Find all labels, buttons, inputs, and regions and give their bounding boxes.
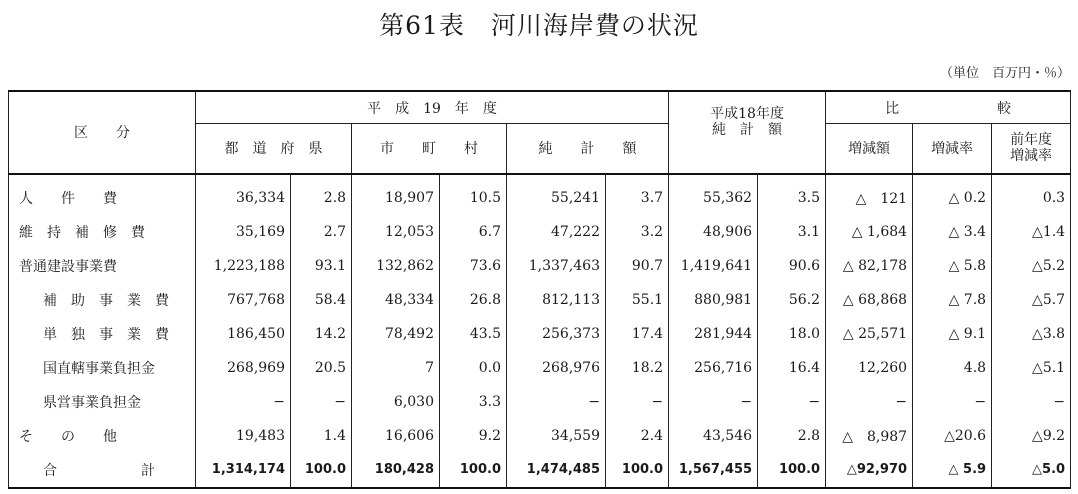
header-fy18 [669, 91, 826, 174]
table-cell: 268,969 [196, 351, 291, 385]
table-cell: △ 25,571 [826, 317, 913, 351]
table-cell: 1,419,641 [669, 249, 758, 283]
table-cell: − [913, 385, 992, 419]
table-cell: 58.4 [291, 283, 352, 317]
table-cell: 1,314,174 [196, 453, 291, 488]
table-cell: 100.0 [440, 453, 507, 488]
table-cell: 256,716 [669, 351, 758, 385]
header-comparison: 比 較 [826, 91, 1071, 124]
table-cell: △3.8 [992, 317, 1071, 351]
table-cell: △5.0 [992, 453, 1071, 488]
table-cell: 20.5 [291, 351, 352, 385]
header-net-total: 純 計 額 [507, 124, 669, 174]
table-cell: 16.4 [758, 351, 826, 385]
header-fy18-line2: 純 計 額 [712, 122, 783, 138]
table-row [9, 419, 1071, 453]
row-label: そ の 他 [9, 419, 196, 453]
table-cell: − [992, 385, 1071, 419]
table-cell: 43,546 [669, 419, 758, 453]
table-cell: △ 3.4 [913, 215, 992, 249]
table-cell: 55.1 [606, 283, 669, 317]
row-label: 普通建設事業費 [9, 249, 196, 283]
table-cell: △5.7 [992, 283, 1071, 317]
header-change-amount: 増減額 [826, 124, 913, 174]
table-cell: △5.1 [992, 351, 1071, 385]
table-row [9, 249, 1071, 283]
table-cell: △ 1,684 [826, 215, 913, 249]
table-cell: 767,768 [196, 283, 291, 317]
table-cell: △20.6 [913, 419, 992, 453]
table-cell: 17.4 [606, 317, 669, 351]
table-cell: 1,337,463 [507, 249, 606, 283]
table-cell: 0.0 [440, 351, 507, 385]
table-cell: 2.7 [291, 215, 352, 249]
table-cell: 34,559 [507, 419, 606, 453]
table-cell: △ 82,178 [826, 249, 913, 283]
table-cell: △ 8,987 [826, 419, 913, 453]
page-title: 第61表 河川海岸費の状況 [379, 11, 699, 40]
table-cell: 100.0 [606, 453, 669, 488]
row-label: 補 助 事 業 費 [9, 283, 196, 317]
row-label: 国直轄事業負担金 [9, 351, 196, 385]
header-prev-change-rate-line2: 増減率 [1010, 148, 1053, 165]
header-prefecture: 都 道 府 県 [196, 124, 352, 174]
table-cell: △ 0.2 [913, 174, 992, 215]
table-cell: 7 [352, 351, 440, 385]
header-municipality: 市 町 村 [352, 124, 507, 174]
table-cell: △ 121 [826, 174, 913, 215]
table-cell: △ 5.9 [913, 453, 992, 488]
table-row [9, 215, 1071, 249]
table-cell: 180,428 [352, 453, 440, 488]
header-fy19: 平 成 19 年 度 [196, 91, 669, 124]
table-cell: 18.2 [606, 351, 669, 385]
table-cell: 73.6 [440, 249, 507, 283]
table-cell: − [507, 385, 606, 419]
table-row [9, 174, 1071, 215]
table-cell: 1,223,188 [196, 249, 291, 283]
table-cell: 3.3 [440, 385, 507, 419]
table-cell: − [606, 385, 669, 419]
table-cell: 9.2 [440, 419, 507, 453]
header-change-rate: 増減率 [913, 124, 992, 174]
table-cell: 6,030 [352, 385, 440, 419]
table-cell: 256,373 [507, 317, 606, 351]
table-cell: 35,169 [196, 215, 291, 249]
river-coast-expense-table [8, 90, 1071, 489]
table-cell: − [826, 385, 913, 419]
table-cell: 1,567,455 [669, 453, 758, 488]
table-cell: △5.2 [992, 249, 1071, 283]
table-cell: 2.4 [606, 419, 669, 453]
unit-note: （単位 百万円・％） [939, 66, 1070, 81]
table-cell: 90.6 [758, 249, 826, 283]
table-cell: 2.8 [291, 174, 352, 215]
table-cell: 26.8 [440, 283, 507, 317]
table-cell: 16,606 [352, 419, 440, 453]
header-fy18-line1: 平成18年度 [710, 106, 784, 122]
table-cell: △ 9.1 [913, 317, 992, 351]
header-prev-change-rate-line1: 前年度 [1010, 132, 1053, 149]
table-cell: △1.4 [992, 215, 1071, 249]
table-cell: 880,981 [669, 283, 758, 317]
table-cell: 186,450 [196, 317, 291, 351]
table-cell: 48,334 [352, 283, 440, 317]
table-cell: △ 5.8 [913, 249, 992, 283]
table-cell: − [196, 385, 291, 419]
table-row [9, 453, 1071, 488]
table-cell: 47,222 [507, 215, 606, 249]
table-cell: 2.8 [758, 419, 826, 453]
table-cell: 100.0 [291, 453, 352, 488]
table-cell: 6.7 [440, 215, 507, 249]
table-cell: 36,334 [196, 174, 291, 215]
table-cell: 19,483 [196, 419, 291, 453]
table-cell: 3.5 [758, 174, 826, 215]
table-cell: 43.5 [440, 317, 507, 351]
table-cell: 281,944 [669, 317, 758, 351]
table-cell: 48,906 [669, 215, 758, 249]
table-cell: − [758, 385, 826, 419]
table-cell: − [669, 385, 758, 419]
table-cell: 3.1 [758, 215, 826, 249]
table-row [9, 351, 1071, 385]
table-cell: 1.4 [291, 419, 352, 453]
table-cell: 18.0 [758, 317, 826, 351]
table-cell: 55,241 [507, 174, 606, 215]
table-cell: 3.2 [606, 215, 669, 249]
table-cell: 18,907 [352, 174, 440, 215]
table-cell: 4.8 [913, 351, 992, 385]
table-row [9, 283, 1071, 317]
table-cell: 132,862 [352, 249, 440, 283]
table-cell: 100.0 [758, 453, 826, 488]
table-cell: 55,362 [669, 174, 758, 215]
table-cell: 78,492 [352, 317, 440, 351]
table-row [9, 317, 1071, 351]
table-cell: 1,474,485 [507, 453, 606, 488]
header-prev-change-rate [992, 124, 1071, 174]
table-cell: △ 7.8 [913, 283, 992, 317]
table-cell: △92,970 [826, 453, 913, 488]
table-cell: 10.5 [440, 174, 507, 215]
table-cell: 268,976 [507, 351, 606, 385]
table-cell: 93.1 [291, 249, 352, 283]
table-cell: △ 68,868 [826, 283, 913, 317]
header-category: 区 分 [9, 91, 196, 174]
table-cell: 0.3 [992, 174, 1071, 215]
row-label: 県営事業負担金 [9, 385, 196, 419]
table-cell: 12,053 [352, 215, 440, 249]
table-cell: 3.7 [606, 174, 669, 215]
table-cell: − [291, 385, 352, 419]
table-cell: △9.2 [992, 419, 1071, 453]
table-cell: 812,113 [507, 283, 606, 317]
row-label: 維 持 補 修 費 [9, 215, 196, 249]
table-row [9, 385, 1071, 419]
row-label: 単 独 事 業 費 [9, 317, 196, 351]
table-cell: 12,260 [826, 351, 913, 385]
table-cell: 14.2 [291, 317, 352, 351]
table-cell: 90.7 [606, 249, 669, 283]
row-label: 人 件 費 [9, 174, 196, 215]
row-label: 合 計 [9, 453, 196, 488]
table-cell: 56.2 [758, 283, 826, 317]
